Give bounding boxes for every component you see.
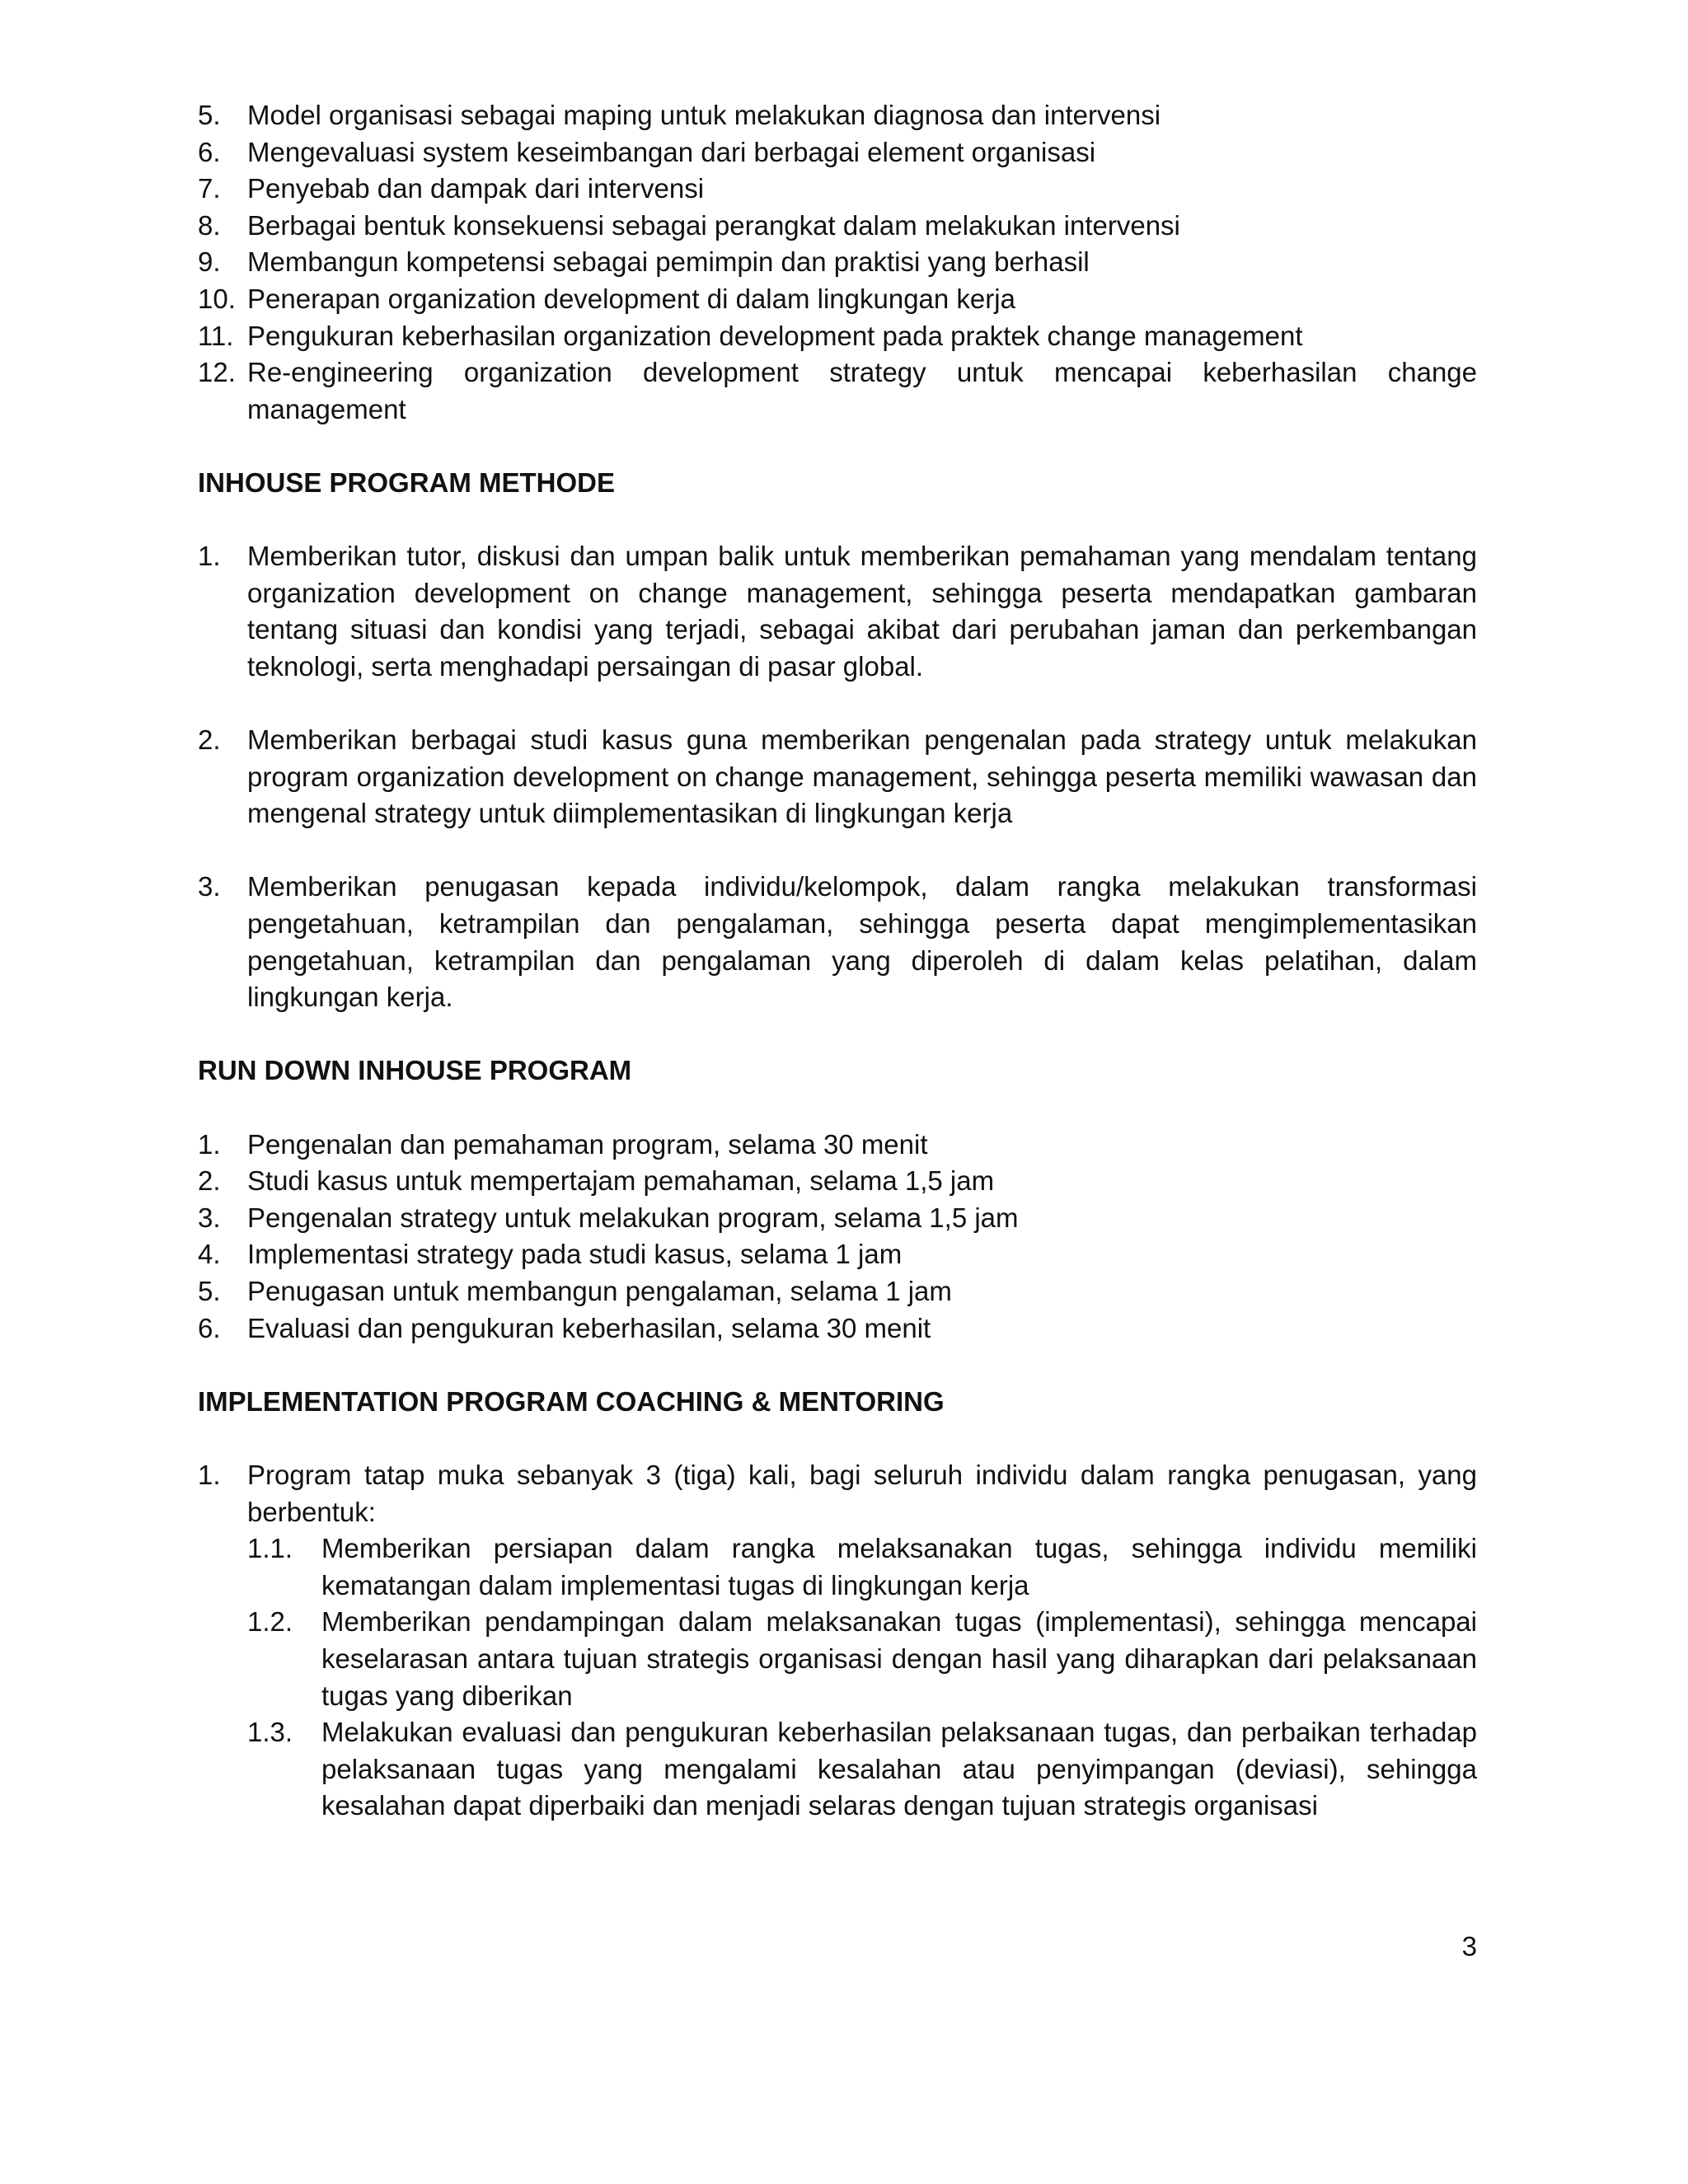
list-item: 1. Pengenalan dan pemahaman program, selama 30 menit <box>198 1128 928 1160</box>
document-page <box>198 97 1477 1825</box>
list-item: 7. Penyebab dan dampak dari intervensi <box>198 173 705 204</box>
sub-list-item: 1.3. Melakukan evaluasi dan pengukuran keberhasilan pelaksanaan tugas, dan perbaikan terhadap pelaksanaan tugas yang mengalami kesalahan atau penyimpangan (deviasi), sehingga kesalahan dapat diperbaiki dan menjadi selaras dengan tujuan strategis organisasi <box>247 1717 1477 1821</box>
list-item: 5. Penugasan untuk membangun pengalaman, selama 1 jam <box>198 1276 952 1306</box>
list-item: 6. Evaluasi dan pengukuran keberhasilan, selama 30 menit <box>198 1312 931 1343</box>
list-item: 3. Pengenalan strategy untuk melakukan program, selama 1,5 jam <box>198 1202 1019 1233</box>
rundown-heading: RUN DOWN INHOUSE PROGRAM <box>198 1055 632 1086</box>
implementation-sublist <box>198 1530 1477 1825</box>
sub-list-item: 1.2. Memberikan pendampingan dalam melaksanakan tugas (implementasi), sehingga mencapai keselarasan antara tujuan strategis organisasi dengan hasil yang diharapkan dari pelaksanaan tugas yang diberikan <box>247 1606 1477 1711</box>
page-number: 3 <box>1461 1931 1477 1961</box>
list-item: 4. Implementasi strategy pada studi kasus, selama 1 jam <box>198 1239 903 1270</box>
list-item: 2. Memberikan berbagai studi kasus guna memberikan pengenalan pada strategy untuk melakukan program organization development on change management, sehingga peserta memiliki wawasan dan mengenal strategy untuk diimplementasikan di lingkungan kerja <box>198 724 1477 829</box>
list-item: 9. Membangun kompetensi sebagai pemimpin dan praktisi yang berhasil <box>198 246 1090 278</box>
implementation-heading: IMPLEMENTATION PROGRAM COACHING & MENTORING <box>198 1385 945 1417</box>
methode-heading: INHOUSE PROGRAM METHODE <box>198 466 616 498</box>
sub-list-item: 1.1. Memberikan persiapan dalam rangka melaksanakan tugas, sehingga individu memiliki kematangan dalam implementasi tugas di lingkungan kerja <box>247 1533 1477 1601</box>
methode-list <box>198 538 1477 1016</box>
topics-list <box>198 97 1477 428</box>
list-item: 1. Program tatap muka sebanyak 3 (tiga) kali, bagi seluruh individu dalam rangka penugasan, yang berbentuk: <box>198 1459 1477 1527</box>
list-item: 3. Memberikan penugasan kepada individu/kelompok, dalam rangka melakukan transformasi pengetahuan, ketrampilan dan pengalaman, sehingga peserta dapat mengimplementasikan pengetahuan, ketrampilan dan pengalaman yang diperoleh di dalam kelas pelatihan, dalam lingkungan kerja. <box>198 871 1477 1013</box>
list-item: 12. Re-engineering organization development strategy untuk mencapai keberhasilan change management <box>198 357 1477 424</box>
list-item: 6. Mengevaluasi system keseimbangan dari berbagai element organisasi <box>198 136 1096 167</box>
list-item: 2. Studi kasus untuk mempertajam pemahaman, selama 1,5 jam <box>198 1165 995 1197</box>
implementation-list <box>198 1457 1477 1530</box>
rundown-list <box>198 1127 1477 1347</box>
list-item: 11. Pengukuran keberhasilan organization development pada praktek change management <box>198 320 1303 351</box>
list-item: 1. Memberikan tutor, diskusi dan umpan balik untuk memberikan pemahaman yang mendalam tentang organization development on change management, sehingga peserta mendapatkan gambaran tentang situasi dan kondisi yang terjadi, sebagai akibat dari perubahan jaman dan perkembangan teknologi, serta menghadapi persaingan di pasar global. <box>198 541 1477 682</box>
list-item: 10. Penerapan organization development di dalam lingkungan kerja <box>198 283 1015 314</box>
list-item: 5. Model organisasi sebagai maping untuk melakukan diagnosa dan intervensi <box>198 100 1161 130</box>
list-item: 8. Berbagai bentuk konsekuensi sebagai perangkat dalam melakukan intervensi <box>198 209 1180 241</box>
